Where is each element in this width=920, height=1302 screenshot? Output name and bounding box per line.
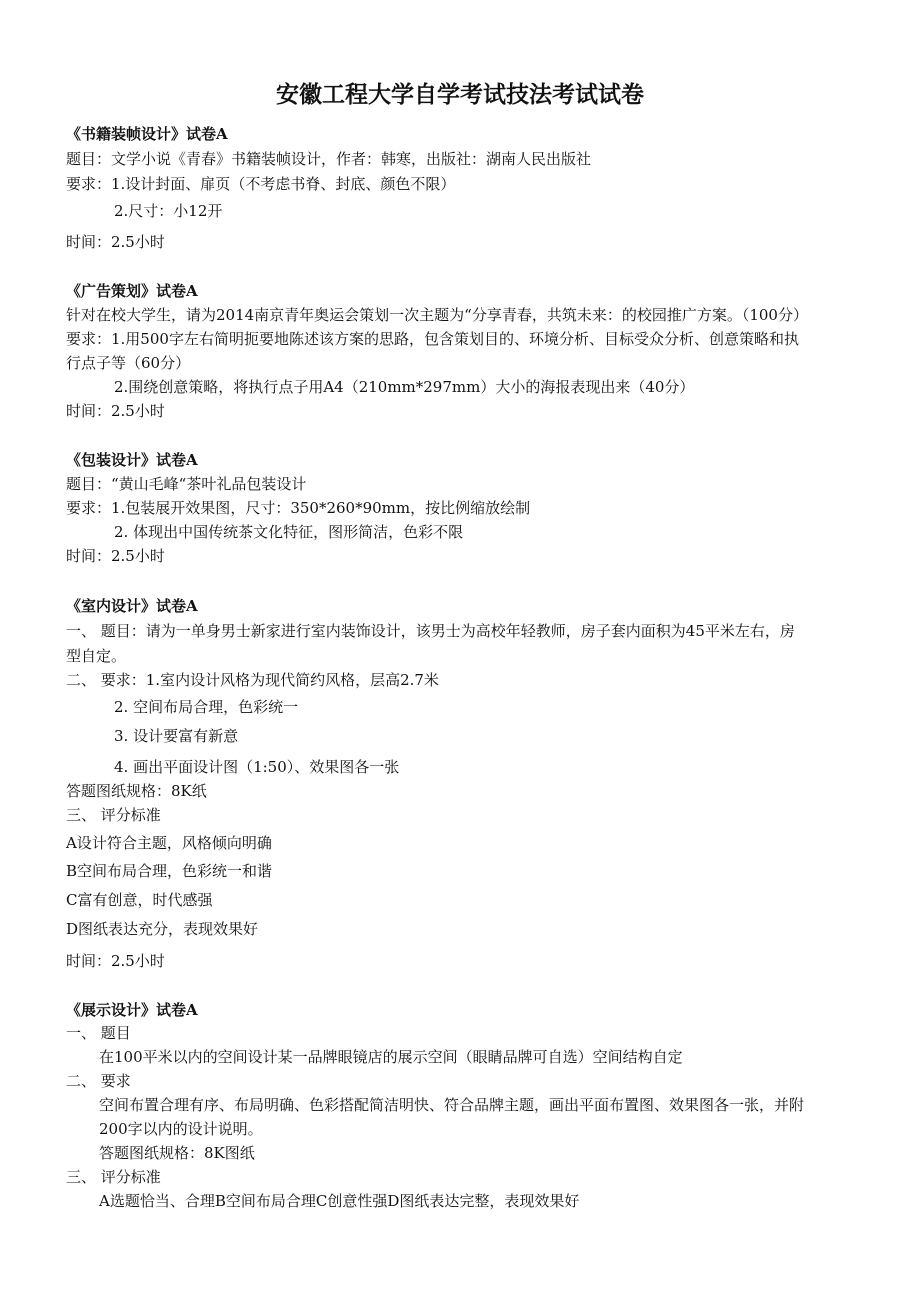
- section-line: 答题图纸规格：8K纸: [66, 782, 207, 800]
- section-line: B空间布局合理，色彩统一和谐: [66, 862, 273, 880]
- section-line: 一、 题目: [66, 1024, 131, 1042]
- section-line: 三、 评分标准: [66, 806, 161, 824]
- section-line: 时间：2.5小时: [66, 233, 165, 251]
- section-line: 4. 画出平面设计图（1:50）、效果图各一张: [114, 758, 400, 776]
- section-line: 要求：1.设计封面、扉页（不考虑书脊、封底、颜色不限）: [66, 175, 456, 193]
- section-line: 题目：“黄山毛峰“茶叶礼品包装设计: [66, 475, 307, 493]
- section-line: 答题图纸规格：8K图纸: [99, 1144, 255, 1162]
- section-heading-packaging: 《包装设计》试卷A: [66, 451, 198, 469]
- section-line: 在100平米以内的空间设计某一品牌眼镜店的展示空间（眼睛品牌可自选）空间结构自定: [99, 1048, 683, 1066]
- section-line: 时间：2.5小时: [66, 547, 165, 565]
- page-title: 安徽工程大学自学考试技法考试试卷: [276, 81, 644, 108]
- section-line: 三、 评分标准: [66, 1168, 161, 1186]
- section-line: 时间：2.5小时: [66, 952, 165, 970]
- section-line: 一、 题目：请为一单身男士新家进行室内装饰设计，该男士为高校年轻教师，房子套内面积为45平米左右，房: [66, 622, 795, 640]
- section-line: 2. 体现出中国传统茶文化特征，图形简洁，色彩不限: [114, 523, 464, 541]
- section-heading-interior: 《室内设计》试卷A: [66, 597, 198, 615]
- section-line: 2. 空间布局合理，色彩统一: [114, 698, 299, 716]
- section-line: 3. 设计要富有新意: [114, 727, 239, 745]
- section-line: 要求：1.包装展开效果图，尺寸：350*260*90mm，按比例缩放绘制: [66, 499, 531, 517]
- section-line: 200字以内的设计说明。: [99, 1120, 263, 1138]
- section-line: 空间布置合理有序、布局明确、色彩搭配简洁明快、符合品牌主题，画出平面布置图、效果图各一张，并附: [99, 1096, 805, 1114]
- section-line: 二、 要求: [66, 1072, 131, 1090]
- section-line: 型自定。: [66, 647, 127, 665]
- section-line: 题目：文学小说《青春》书籍装帧设计，作者：韩寒，出版社：湖南人民出版社: [66, 150, 592, 168]
- section-line: 2.尺寸：小12开: [114, 202, 223, 220]
- section-line: 二、 要求：1.室内设计风格为现代简约风格，层高2.7米: [66, 671, 439, 689]
- section-line: A选题恰当、合理B空间布局合理C创意性强D图纸表达完整，表现效果好: [99, 1192, 580, 1210]
- section-line: A设计符合主题，风格倾向明确: [66, 834, 272, 852]
- section-line: 要求：1.用500字左右简明扼要地陈述该方案的思路，包含策划目的、环境分析、目标受众分析、创意策略和执: [66, 330, 799, 348]
- section-heading-book-design: 《书籍装帧设计》试卷A: [66, 125, 228, 143]
- section-line: D图纸表达充分，表现效果好: [66, 920, 259, 938]
- section-line: C富有创意，时代感强: [66, 891, 213, 909]
- section-heading-exhibition: 《展示设计》试卷A: [66, 1001, 198, 1019]
- section-line: 行点子等（60分）: [66, 354, 191, 372]
- section-line: 2.围绕创意策略，将执行点子用A4（210mm*297mm）大小的海报表现出来（40分）: [114, 378, 695, 396]
- section-line: 时间：2.5小时: [66, 402, 165, 420]
- section-heading-ad-planning: 《广告策划》试卷A: [66, 282, 198, 300]
- section-line: 针对在校大学生，请为2014南京青年奥运会策划一次主题为“分享青春，共筑未来：的校园推广方案。（100分）: [66, 306, 808, 324]
